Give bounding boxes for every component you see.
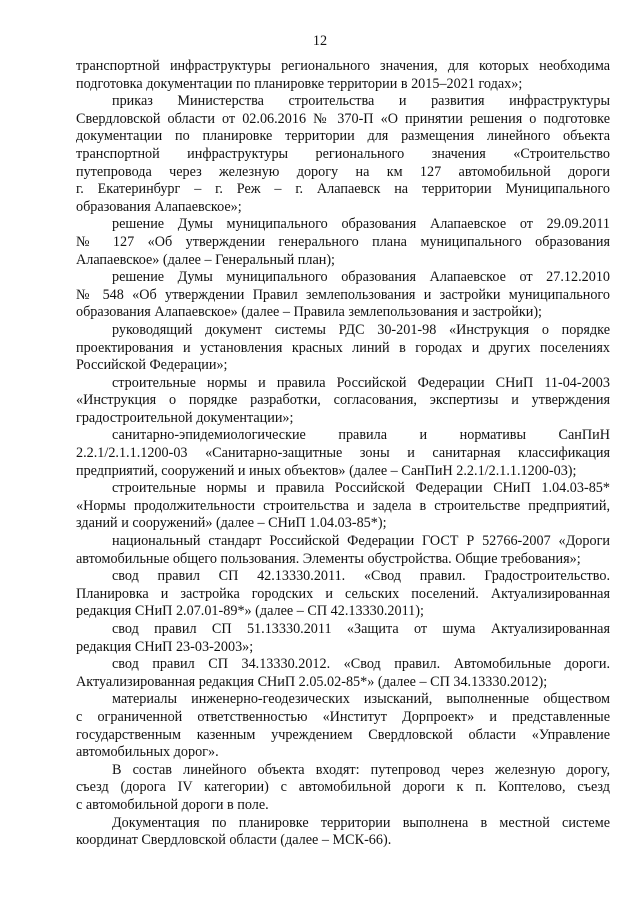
text-line: свод правил СП 34.13330.2012. «Свод правил. Автомобильные дороги.: [112, 656, 610, 673]
text-line: редакция СНиП 2.07.01-89*» (далее – СП 42.13330.2011);: [76, 603, 424, 620]
text-line: свод правил СП 42.13330.2011. «Свод правил. Градостроительство.: [112, 568, 610, 585]
text-line: транспортной инфраструктуры регионального значения «Строительство: [76, 145, 610, 162]
paragraph: [76, 656, 610, 691]
paragraph: [76, 427, 610, 480]
text-line: г. Екатеринбург – г. Реж – г. Алапаевск на территории Муниципального: [76, 181, 610, 198]
paragraph: [76, 93, 610, 216]
text-line: подготовка документации по планировке территории в 2015–2021 годах»;: [76, 75, 523, 92]
text-line: автомобильных дорог».: [76, 744, 219, 761]
text-line: санитарно-эпидемиологические правила и нормативы СанПиН: [112, 427, 610, 444]
paragraph: [76, 762, 610, 815]
text-line: редакция СНиП 23-03-2003»;: [76, 638, 254, 655]
text-line: № 127 «Об утверждении генерального плана муниципального образования: [76, 233, 610, 250]
paragraph: [76, 216, 610, 269]
page-number: 12: [312, 33, 328, 49]
paragraph: [76, 58, 610, 93]
text-line: Российской Федерации»;: [76, 357, 228, 374]
text-line: Актуализированная редакция СНиП 2.05.02-85*» (далее – СП 34.13330.2012);: [76, 673, 548, 690]
text-line: 2.2.1/2.1.1.1200-03 «Санитарно-защитные зоны и санитарная классификация: [76, 445, 610, 462]
text-line: Алапаевское» (далее – Генеральный план);: [76, 251, 336, 268]
paragraph: [76, 691, 610, 761]
paragraph: [76, 269, 610, 322]
text-line: съезд (дорога IV категории) с автомобильной дороги к п. Коптелово, съезд: [76, 779, 610, 796]
text-line: зданий и сооружений» (далее – СНиП 1.04.03-85*);: [76, 515, 387, 532]
text-line: решение Думы муниципального образования Алапаевское от 29.09.2011: [112, 216, 610, 233]
text-line: Свердловской области от 02.06.2016 № 370-П «О принятии решения о подготовке: [76, 110, 610, 127]
paragraph: [76, 568, 610, 621]
text-line: руководящий документ системы РДС 30-201-98 «Инструкция о порядке: [112, 321, 610, 338]
text-line: № 548 «Об утверждении Правил землепользования и застройки муниципального: [76, 286, 610, 303]
text-line: национальный стандарт Российской Федерации ГОСТ Р 52766-2007 «Дороги: [112, 533, 610, 550]
text-line: строительные нормы и правила Российской Федерации СНиП 1.04.03-85*: [112, 480, 610, 497]
text-line: предприятий, сооружений и иных объектов» (далее – СанПиН 2.2.1/2.1.1.1200-03);: [76, 462, 577, 479]
paragraph: [76, 621, 610, 656]
paragraph: [76, 322, 610, 375]
text-line: транспортной инфраструктуры регионального значения, для которых необходима: [76, 58, 610, 74]
paragraph: [76, 375, 610, 428]
text-line: В состав линейного объекта входят: путепровод через железную дорогу,: [112, 761, 610, 778]
paragraph: [76, 480, 610, 533]
text-line: с автомобильной дороги в поле.: [76, 796, 269, 813]
text-line: материалы инженерно-геодезических изысканий, выполненные обществом: [112, 691, 610, 708]
text-line: документации по планировке территории для размещения линейного объекта: [76, 128, 610, 145]
text-line: Документация по планировке территории выполнена в местной системе: [112, 814, 610, 831]
text-line: приказ Министерства строительства и развития инфраструктуры: [112, 93, 610, 110]
text-line: «Инструкция о порядке разработки, согласования, экспертизы и утверждения: [76, 392, 610, 409]
text-line: образования Алапаевское» (далее – Правила землепользования и застройки);: [76, 304, 543, 321]
paragraph: [76, 533, 610, 568]
text-line: строительные нормы и правила Российской Федерации СНиП 11-04-2003: [112, 374, 610, 391]
text-line: путепровода через железную дорогу на км 127 автомобильной дороги: [76, 163, 610, 180]
text-line: проектирования и установления красных линий в городах и других поселениях: [76, 339, 610, 356]
document-body: [76, 58, 610, 850]
text-line: координат Свердловской области (далее – МСК-66).: [76, 832, 392, 849]
text-line: решение Думы муниципального образования Алапаевское от 27.12.2010: [112, 269, 610, 286]
paragraph: [76, 815, 610, 850]
text-line: автомобильные общего пользования. Элементы обустройства. Общие требования»;: [76, 550, 581, 567]
text-line: государственным казенным учреждением Свердловской области «Управление: [76, 726, 610, 743]
text-line: «Нормы продолжительности строительства и задела в строительстве предприятий,: [76, 497, 610, 514]
text-line: Планировка и застройка городских и сельских поселений. Актуализированная: [76, 585, 610, 602]
text-line: образования Алапаевское»;: [76, 198, 242, 215]
text-line: градостроительной документации»;: [76, 409, 294, 426]
text-line: с ограниченной ответственностью «Институт Дорпроект» и представленные: [76, 708, 610, 725]
text-line: свод правил СП 51.13330.2011 «Защита от шума Актуализированная: [112, 621, 610, 637]
